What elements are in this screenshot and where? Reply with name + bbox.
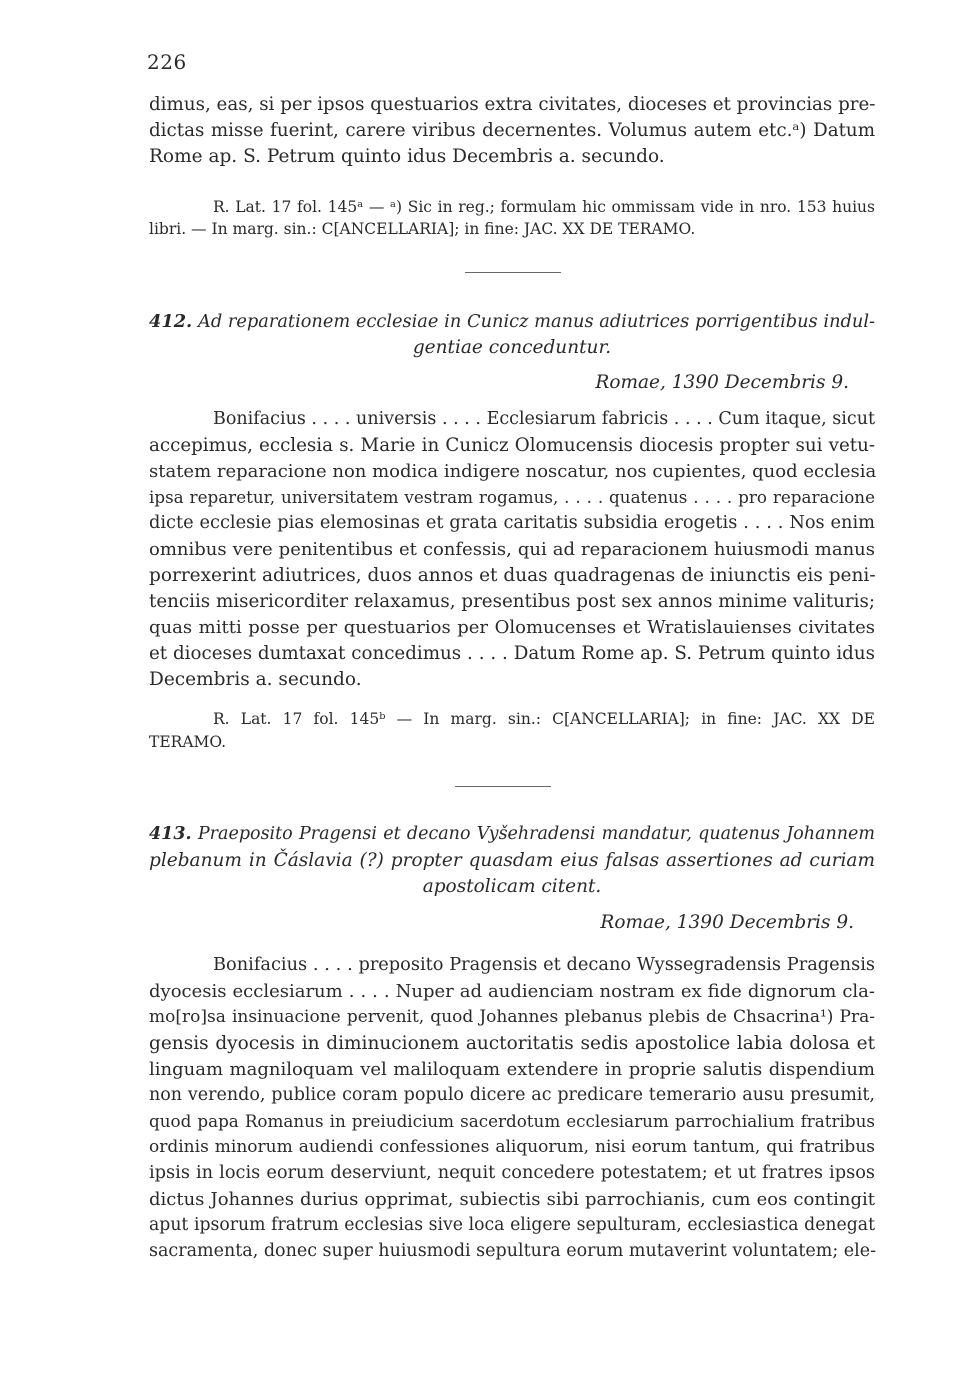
body-line: porrexerint adiutrices, duos annos et duas quadragenas de iniunctis eis peni- [149,565,876,586]
entry-title-line: Praeposito Pragensi et decano Vyšehradensi mandatur, quatenus Johannem [197,824,875,844]
body-line: Decembris a. secundo. [149,669,362,690]
body-line: sacramenta, donec super huiusmodi sepultura eorum mutaverint voluntatem; ele- [149,1241,877,1261]
continuation-line: Rome ap. S. Petrum quinto idus Decembris a. secundo. [149,146,665,167]
entry-title-line: gentiae conceduntur. [412,337,612,358]
entry-date: Romae, 1390 Decembris 9. [600,912,854,933]
footnote-line: R. Lat. 17 fol. 145ᵃ — ᵃ) Sic in reg.; formulam hic ommissam vide in nro. 153 huius [213,198,875,216]
body-line: quod papa Romanus in preiudicium sacerdotum ecclesiarum parrochialium fratribus [149,1111,875,1131]
body-line: dicte ecclesie pias elemosinas et grata caritatis subsidia erogetis . . . . Nos enim [149,513,875,533]
page-number: 226 [147,50,187,74]
body-line: statem reparacione non modica indigere noscatur, nos cupientes, quod ecclesia [149,461,877,482]
body-line: ordinis minorum audiendi confessiones aliquorum, nisi eorum tantum, qui fratribus [149,1137,875,1157]
body-line: omnibus vere penitentibus et confessis, qui ad reparacionem huiusmodi manus [149,539,875,560]
entry-title-line: apostolicam citent. [422,876,602,897]
entry-title-line: plebanum in Čáslavia (?) propter quasdam eius falsas assertiones ad curiam [149,850,875,871]
body-line: ipsa reparetur, universitatem vestram rogamus, . . . . quatenus . . . . pro reparacione [149,487,875,507]
body-line: tenciis misericorditer relaxamus, presentibus post sex annos minime valituris; [149,591,875,612]
body-line: dictus Johannes durius opprimat, subiectis sibi parrochianis, cum eos contingit [149,1189,875,1210]
entry-413-heading [149,822,875,847]
entry-date: Romae, 1390 Decembris 9. [595,372,849,393]
body-line: quas mitti posse per questuarios per Olomucenses et Wratislauienses civitates [149,617,875,638]
body-line: non verendo, publice coram populo dicere ac predicare temerario ausu presumit, [149,1085,875,1105]
body-line: et dioceses dumtaxat concedimus . . . . Datum Rome ap. S. Petrum quinto idus [149,643,875,664]
body-line: Bonifacius . . . . preposito Pragensis et decano Wyssegradensis Pragensis [213,955,875,975]
body-line: accepimus, ecclesia s. Marie in Cunicz Olomucensis diocesis propter sui vetu- [149,435,875,456]
body-line: Bonifacius . . . . universis . . . . Ecclesiarum fabricis . . . . Cum itaque, sicut [213,409,875,429]
entry-title-line: Ad reparationem ecclesiae in Cunicz manus adiutrices porrigentibus indul- [198,312,875,332]
body-line: ipsis in locis eorum deserviunt, nequit concedere potestatem; et ut fratres ipsos [149,1163,875,1183]
section-divider [455,786,551,787]
body-line: linguam magniloquam vel maliloquam extendere in proprie salutis dispendium [149,1059,875,1080]
footnote-line: TERAMO. [149,733,227,751]
section-divider [465,272,561,273]
body-line: dyocesis ecclesiarum . . . . Nuper ad audienciam nostram ex fide dignorum cla- [149,981,875,1002]
footnote-line: R. Lat. 17 fol. 145ᵇ — In marg. sin.: C[ANCELLARIA]; in fine: JAC. XX DE [213,710,875,728]
footnote-line: libri. — In marg. sin.: C[ANCELLARIA]; in fine: JAC. XX DE TERAMO. [149,220,696,238]
body-line: aput ipsorum fratrum ecclesias sive loca eligere sepulturam, ecclesiastica denegat [149,1215,875,1235]
entry-number: 413. [149,824,192,844]
body-line: mo[ro]sa insinuacione pervenit, quod Johannes plebanus plebis de Chsacrina¹) Pra- [149,1007,875,1027]
continuation-line: dictas misse fuerint, carere viribus decernentes. Volumus autem etc.ᵃ) Datum [149,120,875,141]
entry-412-heading [149,309,875,335]
continuation-line: dimus, eas, si per ipsos questuarios extra civitates, dioceses et provincias pre- [149,94,876,115]
entry-number: 412. [149,311,193,332]
body-line: gensis dyocesis in diminucionem auctoritatis sedis apostolice labia dolosa et [149,1033,875,1054]
